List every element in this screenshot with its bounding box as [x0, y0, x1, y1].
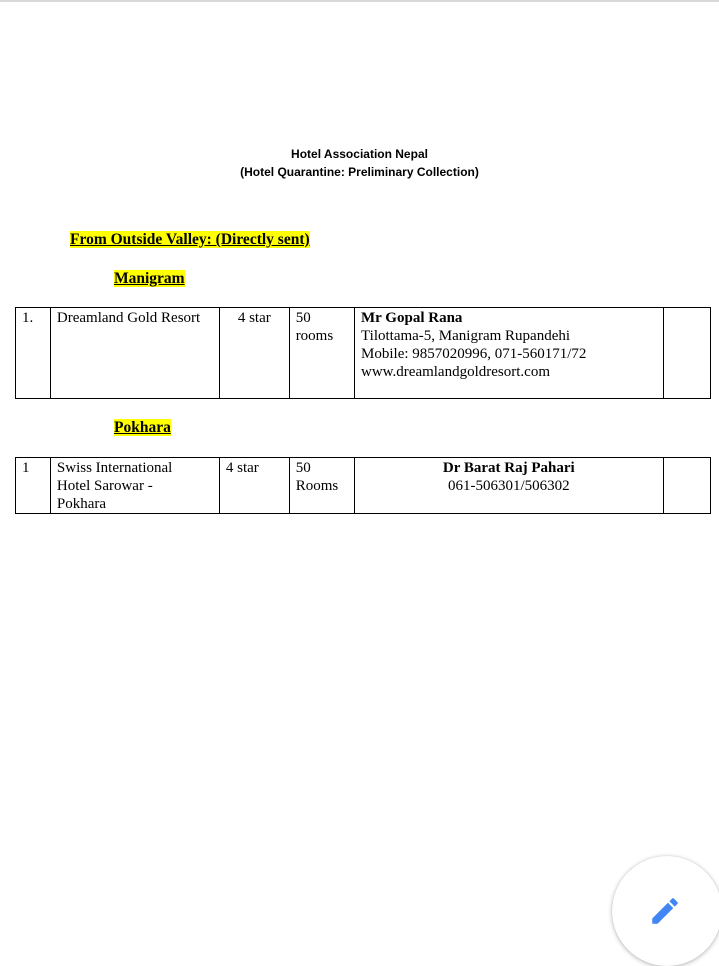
hotel-table-manigram	[15, 307, 711, 399]
hotel-name-line: Hotel Sarowar -	[56, 478, 153, 494]
top-border	[0, 0, 719, 2]
pencil-icon	[648, 894, 682, 928]
group-heading-text: Pokhara	[114, 419, 171, 436]
document-header	[0, 145, 719, 181]
group-heading-text: Manigram	[114, 270, 185, 287]
hotel-name	[50, 458, 219, 514]
hotel-name-line: Swiss International	[56, 460, 173, 476]
rooms-count: 50	[295, 310, 311, 326]
extra-cell	[663, 308, 710, 399]
section-title	[70, 231, 310, 249]
hotel-rooms	[289, 308, 354, 399]
hotel-rating: 4 star	[219, 308, 289, 399]
hotel-contact	[355, 308, 664, 399]
hotel-rating: 4 star	[219, 458, 289, 514]
contact-website: www.dreamlandgoldresort.com	[361, 364, 550, 380]
contact-name: Mr Gopal Rana	[361, 310, 463, 326]
document-subtitle: (Hotel Quarantine: Preliminary Collection)	[240, 165, 479, 179]
hotel-contact	[355, 458, 664, 514]
table-row	[16, 458, 711, 514]
row-number: 1.	[16, 308, 51, 399]
group-heading-manigram	[114, 270, 185, 288]
contact-phone: 061-506301/506302	[447, 478, 570, 494]
rooms-count: 50	[295, 460, 311, 476]
row-number: 1	[16, 458, 51, 514]
hotel-name-line: Pokhara	[56, 496, 107, 512]
hotel-rooms	[289, 458, 354, 514]
table-row	[16, 308, 711, 399]
contact-address: Tilottama-5, Manigram Rupandehi	[361, 328, 571, 344]
hotel-table-pokhara	[15, 457, 711, 514]
hotel-name: Dreamland Gold Resort	[50, 308, 219, 399]
edit-button[interactable]	[612, 856, 719, 966]
contact-mobile: Mobile: 9857020996, 071-560171/72	[361, 346, 587, 362]
section-title-text: From Outside Valley: (Directly sent)	[70, 231, 310, 248]
document-title: Hotel Association Nepal	[291, 147, 428, 161]
extra-cell	[663, 458, 710, 514]
contact-name: Dr Barat Raj Pahari	[442, 460, 575, 476]
rooms-unit: Rooms	[295, 478, 339, 494]
group-heading-pokhara	[114, 419, 171, 437]
rooms-unit: rooms	[295, 328, 334, 344]
